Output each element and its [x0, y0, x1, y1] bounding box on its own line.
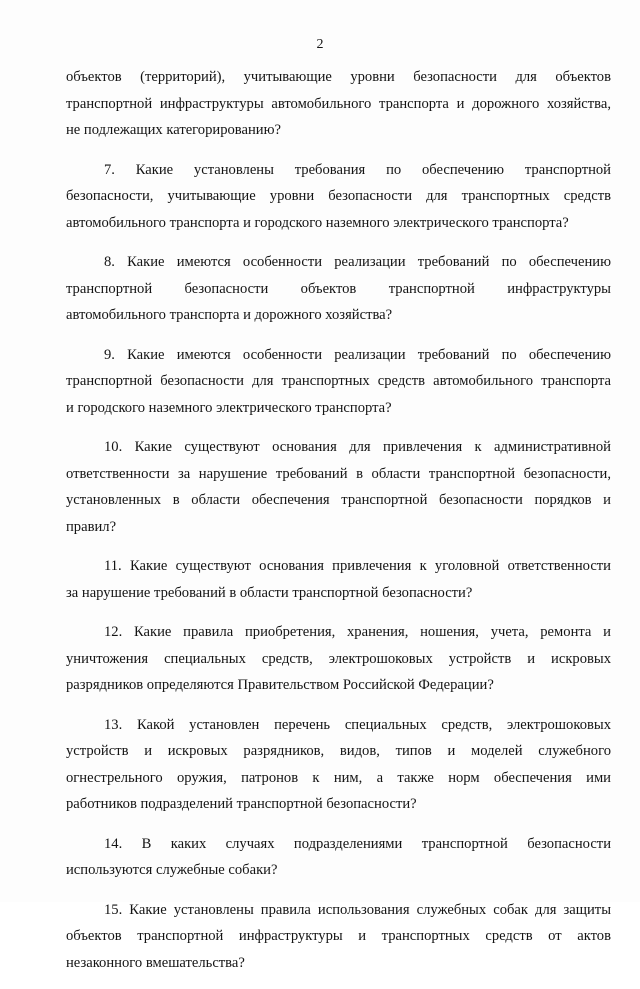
text-line: уничтожения специальных средств, электрошоковых устройств и искровых [66, 650, 611, 667]
text-line: используются служебные собаки? [66, 862, 278, 878]
text-line: незаконного вмешательства? [66, 954, 245, 971]
text-line: 11. Какие существуют основания привлечения к уголовной ответственности [104, 558, 611, 574]
question-9 [66, 342, 611, 422]
text-line: 8. Какие имеются особенности реализации требований по обеспечению [104, 254, 611, 270]
text-line: установленных в области обеспечения транспортной безопасности порядков и [66, 492, 611, 508]
question-8 [66, 249, 611, 329]
text-line: 12. Какие правила приобретения, хранения, ношения, учета, ремонта и [104, 624, 611, 640]
text-line: автомобильного транспорта и дорожного хозяйства? [66, 307, 393, 323]
page-number: 2 [316, 37, 324, 52]
paragraph-continuation [66, 64, 611, 144]
text-line: автомобильного транспорта и городского наземного электрического транспорта? [66, 214, 569, 231]
text-line: объектов транспортной инфраструктуры и транспортных средств от актов [66, 928, 611, 944]
text-line: за нарушение требований в области транспортной безопасности? [66, 584, 473, 601]
text-line: огнестрельного оружия, патронов к ним, а также норм обеспечения ими [66, 769, 611, 786]
text-line: правил? [66, 518, 117, 535]
question-13 [66, 712, 611, 818]
question-15 [66, 897, 611, 977]
text-line: 9. Какие имеются особенности реализации требований по обеспечению [104, 346, 611, 363]
document-body [66, 64, 611, 989]
text-line: 10. Какие существуют основания для привлечения к административной [104, 439, 611, 455]
text-line: объектов (территорий), учитывающие уровни безопасности для объектов [66, 69, 611, 85]
text-line: и городского наземного электрического транспорта? [66, 399, 392, 416]
question-7 [66, 157, 611, 237]
question-14 [66, 831, 611, 884]
question-11 [66, 553, 611, 606]
text-line: 14. В каких случаях подразделениями транспортной безопасности [104, 835, 611, 852]
text-line: 13. Какой установлен перечень специальных средств, электрошоковых [104, 716, 611, 733]
text-line: ответственности за нарушение требований в области транспортной безопасности, [66, 465, 611, 482]
text-line: транспортной безопасности для транспортных средств автомобильного транспорта [66, 373, 611, 389]
text-line: 15. Какие установлены правила использования служебных собак для защиты [104, 901, 611, 918]
text-line: безопасности, учитывающие уровни безопасности для транспортных средств [66, 188, 611, 204]
text-line: 7. Какие установлены требования по обеспечению транспортной [104, 161, 611, 178]
text-line: не подлежащих категорированию? [66, 122, 281, 138]
text-line: устройств и искровых разрядников, видов, типов и моделей служебного [66, 743, 611, 759]
question-10 [66, 434, 611, 540]
text-line: транспортной безопасности объектов транспортной инфраструктуры [66, 280, 611, 297]
text-line: работников подразделений транспортной безопасности? [66, 796, 417, 812]
text-line: транспортной инфраструктуры автомобильного транспорта и дорожного хозяйства, [66, 95, 611, 112]
text-line: разрядников определяются Правительством Российской Федерации? [66, 677, 494, 693]
question-12 [66, 619, 611, 699]
